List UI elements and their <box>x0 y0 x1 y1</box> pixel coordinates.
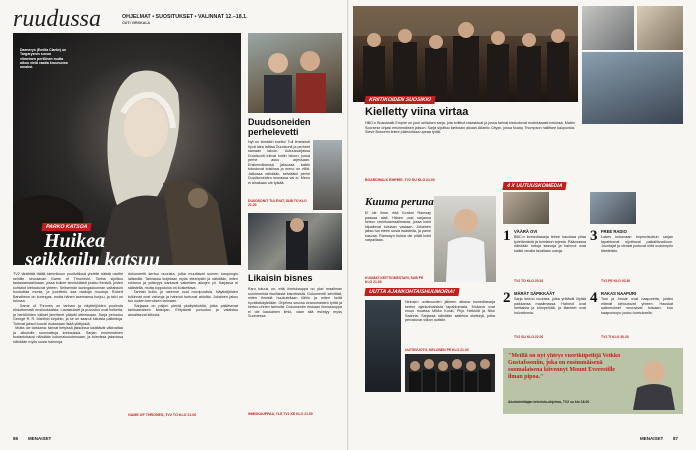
comedy-item-4-credit: TV2 TI KLO 20.30 <box>601 335 629 339</box>
col2-p3: Sarjassa on paljon pieniä yksityiskohtia, jotka palkitsevat tarkkaavaisen katsojan. Erityisesti puvustus ja valaistus ansaitsevat kiitosta. <box>128 303 238 317</box>
comedy-photo-2 <box>590 192 636 224</box>
left-brand: MENAISET <box>28 436 52 441</box>
duudsonit-title-line2: perhelevetti <box>248 127 299 137</box>
photo-caption: Daenerys (Emilia Clarke) on Targaryenin suvun viimeinen perillinen mutta aikoo vielä vaatia kruununsa omaksi. <box>20 48 68 70</box>
hot-title: Kuuma peruna <box>365 196 434 208</box>
humor-photo <box>365 300 401 392</box>
section-tag: PARKO KATSOA <box>41 223 91 231</box>
comedy-item-2-number: 2 <box>503 290 511 306</box>
duudsonit-credit: DUUDSONIT TULEVAT, SUB TO KLO 21.00 <box>248 199 307 207</box>
quote-source: Aluetoimittajan televisio-ohjelma, TV2 su klo 18.00 <box>508 400 590 404</box>
article-p3: Mutta ole tarkkana: tarinat tietyissä jaksoissa sisältävät väkivaltaa ja aikuisille suunnattuja kohtauksia. Sarjan ensimmäinen tuotantokausi nähdään kokonaisuudessaan, ja tulevissa jaksoissa nähdään myös uusia hahmoja. <box>13 326 123 344</box>
critics-body: HBO:n Boardwalk Empire on juuri sellainen sarja, jota kriitikot rakastavat ja jossa tarinat kietoutuvat mutkikkaasti toisiinsa. Martin Scorsese ohjasi ensimmäisen jakson. Sarja sijoittuu kieltolain aikaan Atlantic Cityyn, jossa Nucky Thompson hallitsee kaupunkia. Steve Buscemi tekee pääroolissa upeaa työtä. <box>365 121 575 134</box>
duudsonit-small-photo <box>313 140 342 210</box>
comedy-item-3-body: Lahes kokonaan improvisoidun sarjan tapahtumat sijoittuvat paikallisradioon. Juontajat ja vieraat joutuvat mitä oudoimpiin tilanteisiin. <box>601 235 673 253</box>
article-col2 <box>128 272 238 412</box>
comedy-item-3-number: 3 <box>590 228 598 244</box>
section-brand: ruudussa <box>13 6 102 32</box>
comedy-item-4-number: 4 <box>590 290 598 306</box>
cast-photo <box>405 354 495 392</box>
duudsonit-title-line1: Duudsoneiden <box>248 117 311 127</box>
right-page-number: 87 <box>673 436 679 441</box>
duudsonit-photo <box>248 33 342 113</box>
article-p2: Game of Thrones on tarinan ja näyttelijöiden puolesta ehdottomasti ensiluokkaista. Lavastukset ja puvustus ovat huikeita, ja henkilöiden väliset jännitteet pitävät otteessaan. Sarja perustuu George R. R. Martinin kirjoihin, ja se on saanut lukuisia palkintoja. Tulevat jaksot tuovat mukanaan lisää yllätyksiä. <box>13 303 123 326</box>
boardwalk-illustration <box>353 6 578 102</box>
article-col1 <box>13 272 123 420</box>
boardwalk-photo <box>353 6 578 102</box>
comedy-item-2-title: MÄRÄT SÄPIKKÄÄT <box>514 291 555 296</box>
right-top-photo-1 <box>582 6 634 50</box>
col2-p1: dokumentti kertoo nuorista, jotka muuttavat suuren kaupungin laitamille. Tarinassa kuljetaan myös eteenpäin ja nähdään, miten rohkeus ja ystävyys kantavat vaikeiden aikojen yli. Sarjassa ei säästellä, mutta lopputulos on koskettava. <box>128 272 238 290</box>
humor-body: Nelosen uutisvuoden jälkeen alkava komediasarja kertoo ajankohtaisista tapahtumista. Mukana ovat muun muassa Mikko Kouki, Pirjo Heikkilä ja Niko Saarela. Sarjassa nähdään satiirisia sketsejä, jotka perustuvat viikon uutisiin. <box>405 300 495 322</box>
bisnes-photo <box>248 213 342 270</box>
comedy-item-2-credit: TV2 SU KLO 22.00 <box>514 335 544 339</box>
ramsay-illustration <box>434 196 496 282</box>
headline-line2: seikkailu katsuu <box>25 250 161 270</box>
comedy-item-4-body: Tom ja Jessie ovat naapureita, joiden elämät kietoutuvat yhteen. Hauskat sattumukset seuraavat toisiaan, kun naapurisopu joutuu koetukselle. <box>601 297 673 315</box>
ramsay-photo <box>434 196 496 282</box>
critics-credit: BOARDWALK EMPIRE, TV2 SU KLO 21.00 <box>365 178 435 182</box>
critics-title: Kielletty viina virtaa <box>365 106 469 118</box>
article-p1: TV2 tärähtää täällä tammikuun puolivälissä yhdelle näistä useille seinille seuraavan Game of Thronesin. Tarina sijoittuu fantasiamaailmaan, jossa kulkee sinnikkäästi joukko ihmisiä, joiden kohtalot kietoutuvat yhteen. Seitsemän kuningaskunnan valtaistuin houkuttaa monia, ja juonittelu saa raakoja muotoja. Robert Baratheon on kuningas, mutta hänen asemansa horjuu, ja talvi on tulossa. <box>13 272 123 303</box>
right-top-photo-3 <box>582 52 683 124</box>
comedy-item-3-title: FREE RADIO <box>601 229 627 234</box>
bisnes-credit: IHMISKAUPPAA, YLE TV1 KE KLO 21.00 <box>248 412 313 416</box>
article-credit: GAME OF THRONES, TV2 TO KLO 21.00 <box>128 413 197 417</box>
quote-box <box>503 348 683 414</box>
comedy-item-1-body: BBC:n komediasarja tekee hauskaa pilaa työelämästä ja toimiston arjesta. Pääosassa nähdään tuttuja kasvoja ja hahmot ovat kaikki omalla tavallaan outoja. <box>514 235 586 253</box>
critics-tag: KRIITIKOIDEN SUOSIKKI <box>364 96 435 104</box>
bisnes-body: Karu totuus on, että ihmiskauppa on yksi maailman suurimmista rikollisista bisneksistä. Dokumentti selvittää, miten ihmisiä houkutellaan töihin ja miten heitä hyväksikäytetään. Ohjelma seuraa viranomaisten työtä ja kertoo uhrien tarinoita. Dokumentin mukaan ihmiskauppa ei ole kaukainen ilmiö, vaan sitä esiintyy myös Suomessa. <box>248 287 342 318</box>
comedy-item-1-credit: TV2 TO KLO 20.30 <box>514 279 544 283</box>
hot-body: Ei ole ihme, että Gordon Ramsay paasaa alati. Hänen uusi sarjansa kertoo ravintolamaailmasta, jossa kokit kilpailevat toisiaan vastaan. Jokainen jakso tuo eteen uusia haasteita, ja paine kasvaa. Ramsayn tiukka ote pitää kokit varpaillaan. <box>365 211 431 242</box>
bisnes-title: Likaisin bisnes <box>248 273 313 283</box>
duudsonit-illustration <box>248 33 342 113</box>
comedy-tag: 4 X UUTUUSKOMEDIA <box>502 182 566 190</box>
headline-line1: Huikea <box>44 231 106 251</box>
comedy-item-2-body: Sarja kertoo nuorista, jotka yrittävät löytää paikkansa maailmassa. Hahmot ovat herttaisia ja kömpelöitä, ja tilanteet ovat hulvattomia. <box>514 297 586 315</box>
right-top-photo-2 <box>637 6 683 50</box>
section-subtitle: OHJELMAT • SUOSITUKSET • VALINNAT 12.–18.1. <box>122 14 248 20</box>
right-brand: MENAISET <box>640 436 664 441</box>
humor-credit: UUTISVUOTO, NELONEN PE KLO 21.00 <box>405 348 469 352</box>
comedy-item-1-number: 1 <box>503 228 511 244</box>
left-page-number: 86 <box>13 436 19 441</box>
comedy-item-3-credit: TV2 PE KLO 20.30 <box>601 279 631 283</box>
col2-p2: Tarinan kulku ja rakenne ovat monipuolisia. Näyttelijöiden tulkinnat ovat vahvoja ja hahmot tuntuvat aidoilta. Jokainen jakso tuo uuden kerroksen tarinaan. <box>128 290 238 303</box>
duudsonit-body: Nyt on tämäkin koettu! Tuli ilmeisesti hyvä idea laittaa Duudsonit ja perheet samaan taloon. Uutuussarjassa Duudsonit tulivat kotiin taloon, jossa perhe asuu arjessaan. Ensimmäisessä jaksossa kaikki tutustuvat toisiinsa ja meno on villiä. Jatkossa nähdään, selviääkö perhe Duudsoneiden seurassa vai ei. Meno ei ainakaan ole tylsää. <box>248 140 310 185</box>
cast-illustration <box>405 354 495 392</box>
page-gutter <box>347 0 349 450</box>
section-editor: OUTI VIRKKALA <box>122 21 151 25</box>
quote-text: "Meillä on nyt yhteys vuorikiipeilijä Veikko Gustafssoniin, joka on ensimmäisenä suomalaisena kiivennyt Mount Everestille ilman pipoa." <box>508 353 621 380</box>
hot-credit: KUUMAT KEITTIÖMESTARI, SUB PE KLO 21.00 <box>365 276 424 284</box>
presenter-illustration <box>629 354 679 410</box>
humor-tag: UUTTA AJANKOHTAISHUUMORIA! <box>364 288 459 296</box>
comedy-photo-1 <box>503 192 549 224</box>
comedy-item-4-title: RAKAS NAAPURI <box>601 291 637 296</box>
comedy-item-1-title: VÄÄRÄ OVI <box>514 229 538 234</box>
bisnes-illustration <box>248 213 342 270</box>
duudsonit-title <box>248 117 342 137</box>
